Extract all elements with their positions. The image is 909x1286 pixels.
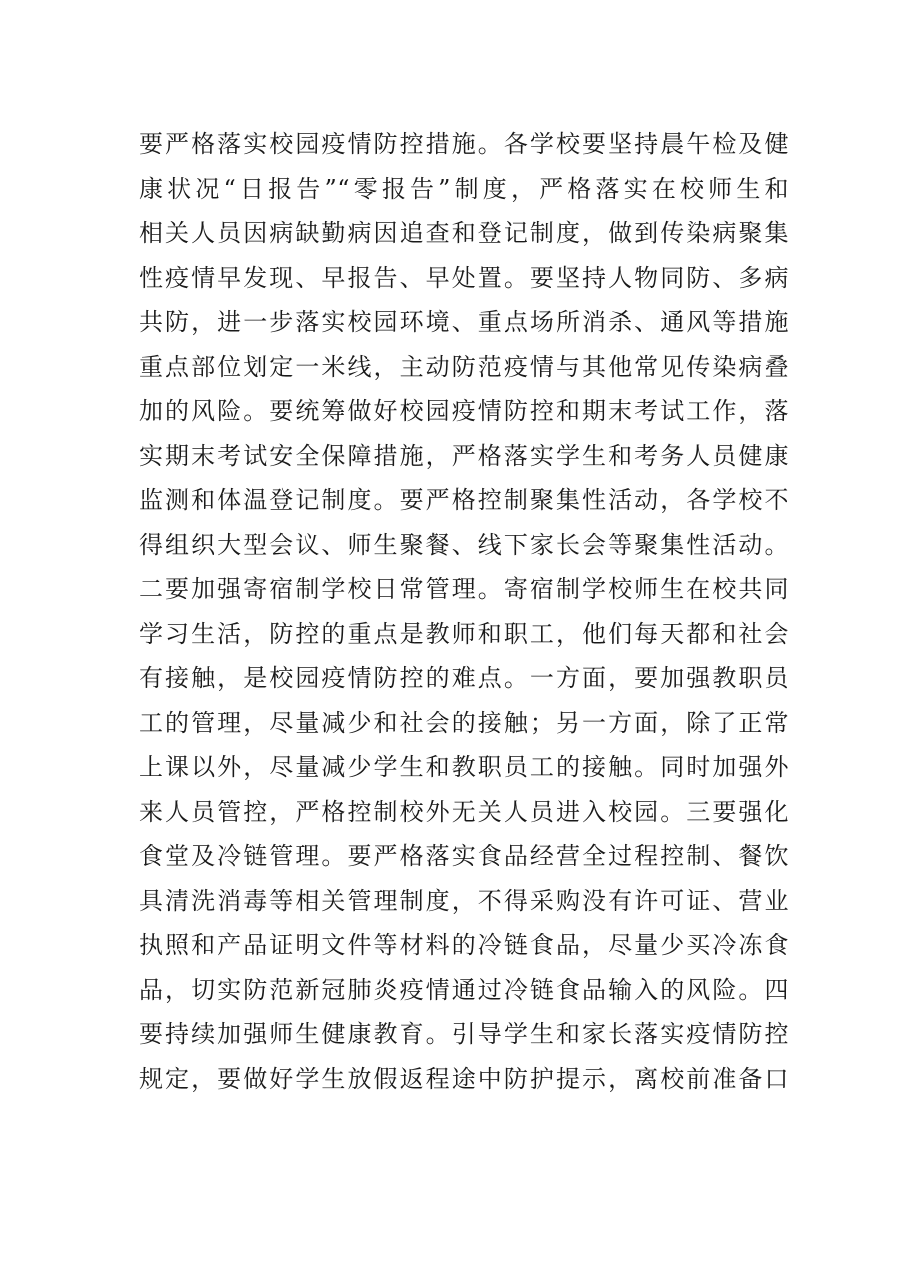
text-line-13: 有接触，是校园疫情防控的难点。一方面，要加强教职员 — [139, 664, 789, 692]
text-line-14: 工的管理，尽量减少和社会的接触；另一方面，除了正常 — [139, 708, 789, 737]
text-line-21: 要持续加强师生健康教育。引导学生和家长落实疫情防控 — [139, 1020, 789, 1048]
text-line-6: 重点部位划定一米线，主动防范疫情与其他常见传染病叠 — [139, 352, 789, 381]
text-line-17: 食堂及冷链管理。要严格落实食品经营全过程控制、餐饮 — [139, 842, 789, 870]
text-line-12: 学习生活，防控的重点是教师和职工，他们每天都和社会 — [139, 619, 789, 648]
text-line-16: 来人员管控，严格控制校外无关人员进入校园。三要强化 — [139, 797, 789, 826]
body-paragraph — [139, 122, 789, 1101]
text-line-8: 实期末考试安全保障措施，严格落实学生和考务人员健康 — [139, 441, 789, 470]
text-line-11: 二要加强寄宿制学校日常管理。寄宿制学校师生在校共同 — [139, 575, 789, 603]
text-line-19: 执照和产品证明文件等材料的冷链食品，尽量少买冷冻食 — [139, 931, 789, 959]
text-line-7: 加的风险。要统筹做好校园疫情防控和期末考试工作，落 — [139, 397, 789, 425]
text-line-5: 共防，进一步落实校园环境、重点场所消杀、通风等措施 — [139, 308, 789, 336]
text-line-15: 上课以外，尽量减少学生和教职员工的接触。同时加强外 — [139, 753, 789, 781]
text-line-20: 品，切实防范新冠肺炎疫情通过冷链食品输入的风险。四 — [139, 975, 789, 1004]
text-line-1: 要严格落实校园疫情防控措施。各学校要坚持晨午检及健 — [139, 130, 789, 158]
text-line-2: 康状况“日报告”“零报告”制度，严格落实在校师生和 — [139, 174, 789, 203]
text-line-4: 性疫情早发现、早报告、早处置。要坚持人物同防、多病 — [139, 263, 789, 292]
text-line-22: 规定，要做好学生放假返程途中防护提示，离校前准备口 — [139, 1064, 789, 1093]
text-line-10: 得组织大型会议、师生聚餐、线下家长会等聚集性活动。 — [139, 530, 789, 559]
text-line-9: 监测和体温登记制度。要严格控制聚集性活动，各学校不 — [139, 486, 789, 514]
text-line-18: 具清洗消毒等相关管理制度，不得采购没有许可证、营业 — [139, 886, 789, 915]
text-line-3: 相关人员因病缺勤病因追查和登记制度，做到传染病聚集 — [139, 219, 789, 247]
